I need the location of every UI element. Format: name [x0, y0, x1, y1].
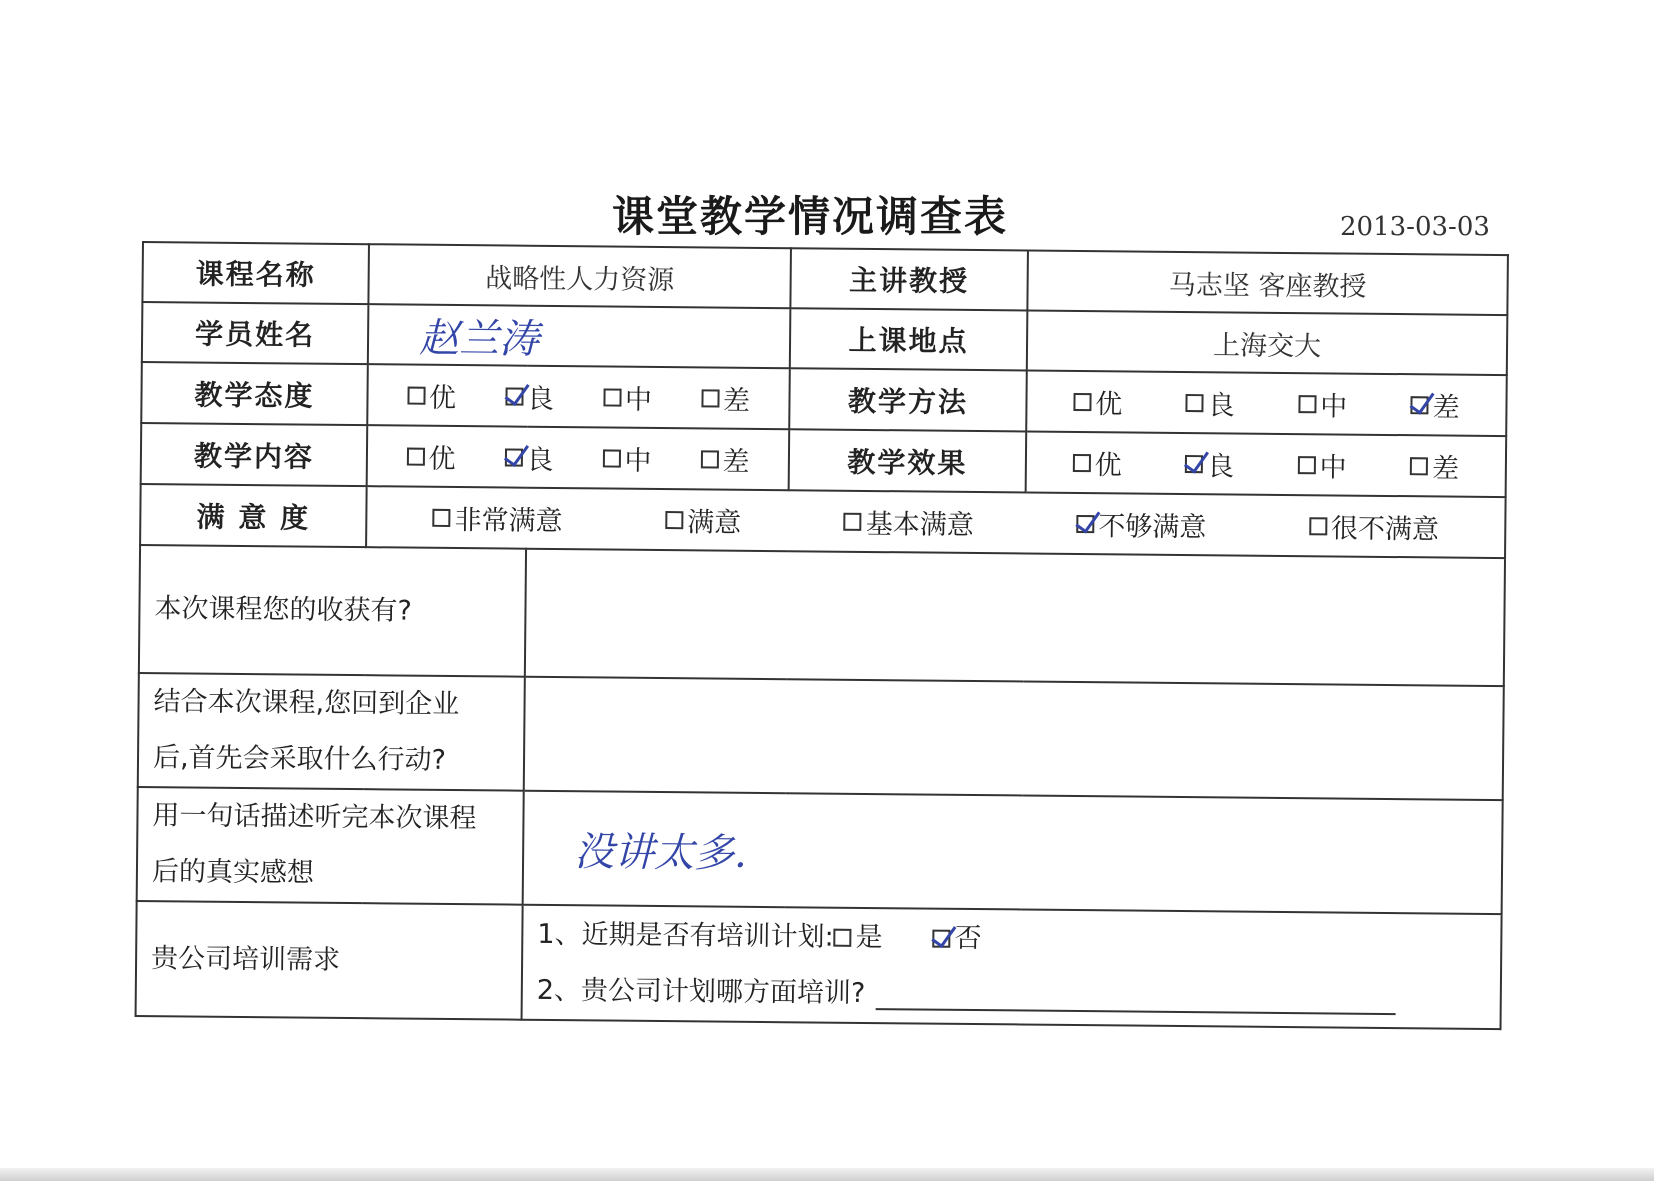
answer-gains[interactable]: [525, 549, 1505, 686]
checkbox-icon[interactable]: [844, 512, 862, 530]
checkbox-checked-icon[interactable]: [1411, 396, 1429, 414]
attitude-option-excellent[interactable]: 优: [407, 376, 456, 415]
row-gains: [139, 545, 1505, 686]
effect-option-excellent[interactable]: 优: [1072, 443, 1121, 482]
content-option-medium[interactable]: 中: [602, 438, 651, 477]
answer-feeling-handwriting[interactable]: 没讲太多.: [523, 791, 1503, 914]
checkbox-icon[interactable]: [1073, 392, 1091, 410]
satisfaction-options: [366, 486, 1506, 558]
satisfaction-option-very-unsatisfied[interactable]: 很不满意: [1309, 506, 1439, 546]
effect-options: [1026, 431, 1507, 497]
content-option-good[interactable]: 良: [504, 437, 553, 476]
checkbox-checked-icon[interactable]: [933, 929, 951, 947]
effect-option-poor[interactable]: 差: [1410, 446, 1459, 485]
effect-option-medium[interactable]: 中: [1297, 445, 1346, 484]
student-name-label: 学员姓名: [142, 302, 369, 364]
checkbox-icon[interactable]: [1309, 517, 1327, 535]
survey-table: [135, 241, 1509, 1030]
satisfaction-option-basically-satisfied[interactable]: 基本满意: [844, 502, 974, 542]
training-area-line: 2、贵公司计划哪方面培训?: [537, 962, 1500, 1027]
attitude-option-poor[interactable]: 差: [701, 378, 750, 417]
satisfaction-option-satisfied[interactable]: 满意: [665, 500, 741, 540]
training-needs-label: 贵公司培训需求: [136, 901, 523, 1020]
student-name-signature: 赵兰涛: [368, 304, 791, 368]
survey-form: [134, 241, 1507, 1072]
checkbox-icon[interactable]: [1298, 456, 1316, 474]
checkbox-icon[interactable]: [1186, 394, 1204, 412]
answer-action[interactable]: [524, 677, 1504, 800]
checkbox-checked-icon[interactable]: [504, 448, 522, 466]
satisfaction-option-not-satisfied[interactable]: 不够满意: [1076, 504, 1206, 544]
form-title: 课堂教学情况调查表: [611, 192, 1008, 241]
attitude-options: [367, 364, 790, 429]
method-option-medium[interactable]: 中: [1298, 384, 1347, 423]
form-date: 2013-03-03: [1340, 212, 1490, 242]
method-option-excellent[interactable]: 优: [1073, 382, 1122, 421]
attitude-option-good[interactable]: 良: [505, 376, 554, 415]
checkbox-icon[interactable]: [406, 447, 424, 465]
checkbox-icon[interactable]: [701, 389, 719, 407]
checkbox-checked-icon[interactable]: [1076, 514, 1094, 532]
training-needs-answer: [522, 905, 1502, 1029]
checkbox-checked-icon[interactable]: [1185, 455, 1203, 473]
location-value: 上海交大: [1027, 311, 1508, 376]
checkbox-icon[interactable]: [407, 386, 425, 404]
checkbox-icon[interactable]: [1410, 457, 1428, 475]
method-label: 教学方法: [789, 368, 1027, 431]
row-feeling: [137, 787, 1503, 914]
effect-option-good[interactable]: 良: [1185, 444, 1234, 483]
content-label: 教学内容: [141, 423, 368, 486]
lecturer-value: 马志坚 客座教授: [1027, 251, 1508, 316]
checkbox-icon[interactable]: [433, 508, 451, 526]
training-area-blank[interactable]: [875, 978, 1395, 1015]
lecturer-label: 主讲教授: [790, 248, 1028, 310]
satisfaction-option-very-satisfied[interactable]: 非常满意: [432, 498, 562, 538]
question-action-label: 结合本次课程,您回到企业 后,首先会采取什么行动?: [138, 673, 525, 791]
checkbox-icon[interactable]: [834, 928, 852, 946]
content-option-excellent[interactable]: 优: [406, 437, 455, 476]
checkbox-icon[interactable]: [700, 450, 718, 468]
row-training: [136, 901, 1502, 1029]
row-action: [138, 673, 1504, 800]
attitude-option-medium[interactable]: 中: [603, 377, 652, 416]
content-option-poor[interactable]: 差: [700, 439, 749, 478]
checkbox-icon[interactable]: [603, 388, 621, 406]
checkbox-checked-icon[interactable]: [505, 387, 523, 405]
location-label: 上课地点: [790, 308, 1028, 370]
scan-bottom-edge: [0, 1168, 1654, 1181]
training-plan-line: 1、近期是否有培训计划: 是 否: [537, 906, 1500, 971]
checkbox-icon[interactable]: [1298, 395, 1316, 413]
question-feeling-label: 用一句话描述听完本次课程 后的真实感想: [137, 787, 524, 905]
method-options: [1026, 370, 1507, 436]
training-plan-no[interactable]: 否: [932, 910, 982, 966]
attitude-label: 教学态度: [141, 362, 368, 425]
checkbox-icon[interactable]: [602, 449, 620, 467]
checkbox-icon[interactable]: [665, 511, 683, 529]
course-name-value: 战略性人力资源: [368, 244, 791, 308]
method-option-poor[interactable]: 差: [1411, 385, 1460, 424]
method-option-good[interactable]: 良: [1186, 383, 1235, 422]
checkbox-icon[interactable]: [1073, 453, 1091, 471]
satisfaction-label: 满 意 度: [140, 484, 367, 547]
training-plan-yes[interactable]: 是: [833, 909, 883, 965]
content-options: [367, 425, 790, 490]
course-name-label: 课程名称: [142, 242, 369, 304]
effect-label: 教学效果: [789, 429, 1027, 492]
question-gains-label: 本次课程您的收获有?: [139, 545, 526, 677]
